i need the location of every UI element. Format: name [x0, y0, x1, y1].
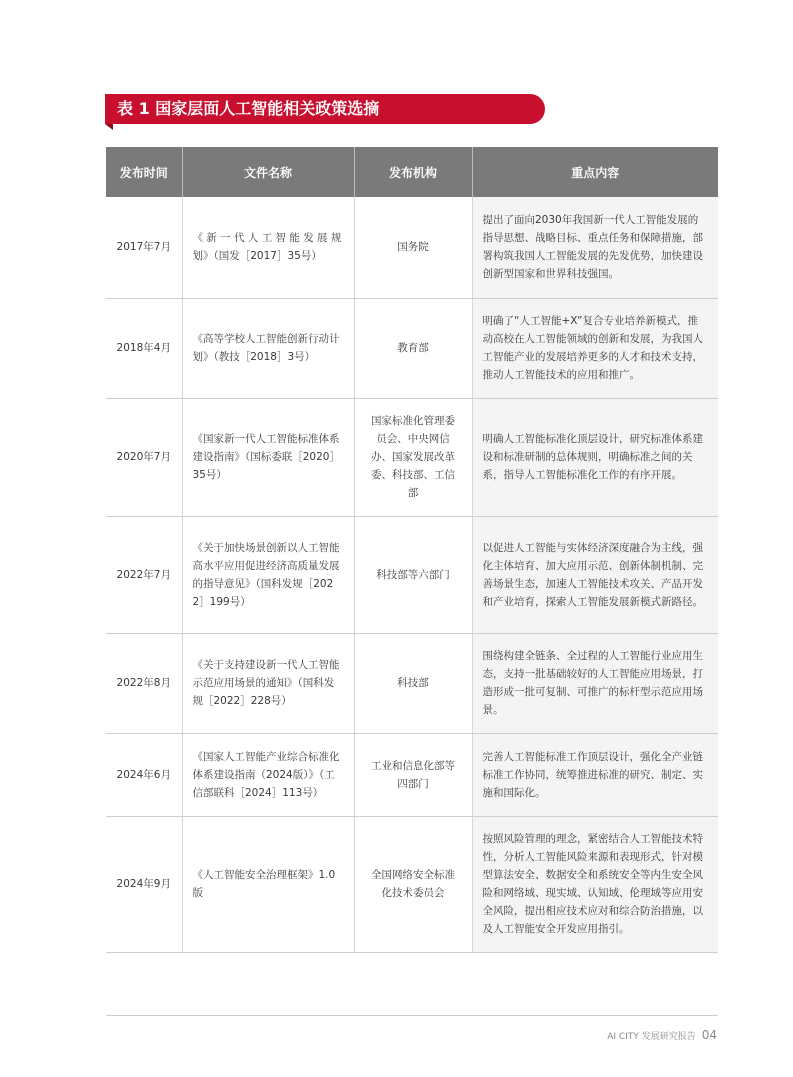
cell-date: 2020年7月 [106, 398, 182, 516]
cell-date: 2022年7月 [106, 516, 182, 633]
cell-content: 提出了面向2030年我国新一代人工智能发展的指导思想、战略目标、重点任务和保障措施，部署构筑我国人工智能发展的先发优势，加快建设创新型国家和世界科技强国。 [472, 197, 718, 298]
header-content: 重点内容 [472, 147, 718, 197]
header-org: 发布机构 [354, 147, 472, 197]
cell-name: 《人工智能安全治理框架》1.0版 [182, 816, 354, 952]
cell-date: 2018年4月 [106, 298, 182, 398]
table-row [106, 197, 718, 298]
cell-content: 按照风险管理的理念，紧密结合人工智能技术特性，分析人工智能风险来源和表现形式，针对模型算法安全、数据安全和系统安全等内生安全风险和网络域、现实域、认知域、伦理域等应用安全风险，提出相应技术应对和综合防治措施，以及人工智能安全开发应用指引。 [472, 816, 718, 952]
cell-content: 围绕构建全链条、全过程的人工智能行业应用生态，支持一批基础较好的人工智能应用场景，打造形成一批可复制、可推广的标杆型示范应用场景。 [472, 633, 718, 733]
cell-date: 2022年8月 [106, 633, 182, 733]
header-name: 文件名称 [182, 147, 354, 197]
cell-org: 国务院 [354, 197, 472, 298]
table-row [106, 516, 718, 633]
cell-content: 以促进人工智能与实体经济深度融合为主线，强化主体培育、加大应用示范、创新体制机制、完善场景生态，加速人工智能技术攻关、产品开发和产业培育，探索人工智能发展新模式新路径。 [472, 516, 718, 633]
cell-date: 2024年6月 [106, 733, 182, 816]
table-row [106, 816, 718, 952]
table-row [106, 398, 718, 516]
footer-divider [106, 1015, 718, 1016]
cell-name: 《高等学校人工智能创新行动计划》（教技［2018］3号） [182, 298, 354, 398]
cell-name: 《国家人工智能产业综合标准化体系建设指南（2024版）》（工信部联科［2024］113号） [182, 733, 354, 816]
table-row [106, 733, 718, 816]
cell-org: 全国网络安全标准化技术委员会 [354, 816, 472, 952]
cell-name: 《国家新一代人工智能标准体系建设指南》（国标委联［2020］35号） [182, 398, 354, 516]
table-title: 表 1 国家层面人工智能相关政策选摘 [117, 99, 380, 118]
cell-org: 工业和信息化部等四部门 [354, 733, 472, 816]
footer-report-title: AI CITY 发展研究报告 [607, 1032, 696, 1042]
cell-org: 科技部 [354, 633, 472, 733]
cell-name: 《 新 一 代 人 工 智 能 发 展 规 划》（国发［2017］35号） [182, 197, 354, 298]
table-title-banner [105, 94, 545, 124]
table-row [106, 633, 718, 733]
header-date: 发布时间 [106, 147, 182, 197]
cell-date: 2024年9月 [106, 816, 182, 952]
page-number: 04 [701, 1028, 717, 1042]
cell-org: 教育部 [354, 298, 472, 398]
table-row [106, 298, 718, 398]
cell-name: 《关于加快场景创新以人工智能高水平应用促进经济高质量发展的指导意见》（国科发规［2022］199号） [182, 516, 354, 633]
cell-name: 《关于支持建设新一代人工智能示范应用场景的通知》（国科发规［2022］228号） [182, 633, 354, 733]
cell-content: 明确人工智能标准化顶层设计，研究标准体系建设和标准研制的总体规则，明确标准之间的关系，指导人工智能标准化工作的有序开展。 [472, 398, 718, 516]
title-banner-fold [105, 124, 113, 130]
cell-content: 明确了“人工智能+X”复合专业培养新模式，推动高校在人工智能领域的创新和发展，为我国人工智能产业的发展培养更多的人才和技术支持，推动人工智能技术的应用和推广。 [472, 298, 718, 398]
cell-content: 完善人工智能标准工作顶层设计，强化全产业链标准工作协同，统筹推进标准的研究、制定、实施和国际化。 [472, 733, 718, 816]
cell-org: 国家标准化管理委员会、中央网信办、国家发展改革委、科技部、工信部 [354, 398, 472, 516]
policy-table [106, 147, 718, 953]
cell-org: 科技部等六部门 [354, 516, 472, 633]
table-header-row [106, 147, 718, 197]
cell-date: 2017年7月 [106, 197, 182, 298]
page-footer [607, 1028, 717, 1042]
